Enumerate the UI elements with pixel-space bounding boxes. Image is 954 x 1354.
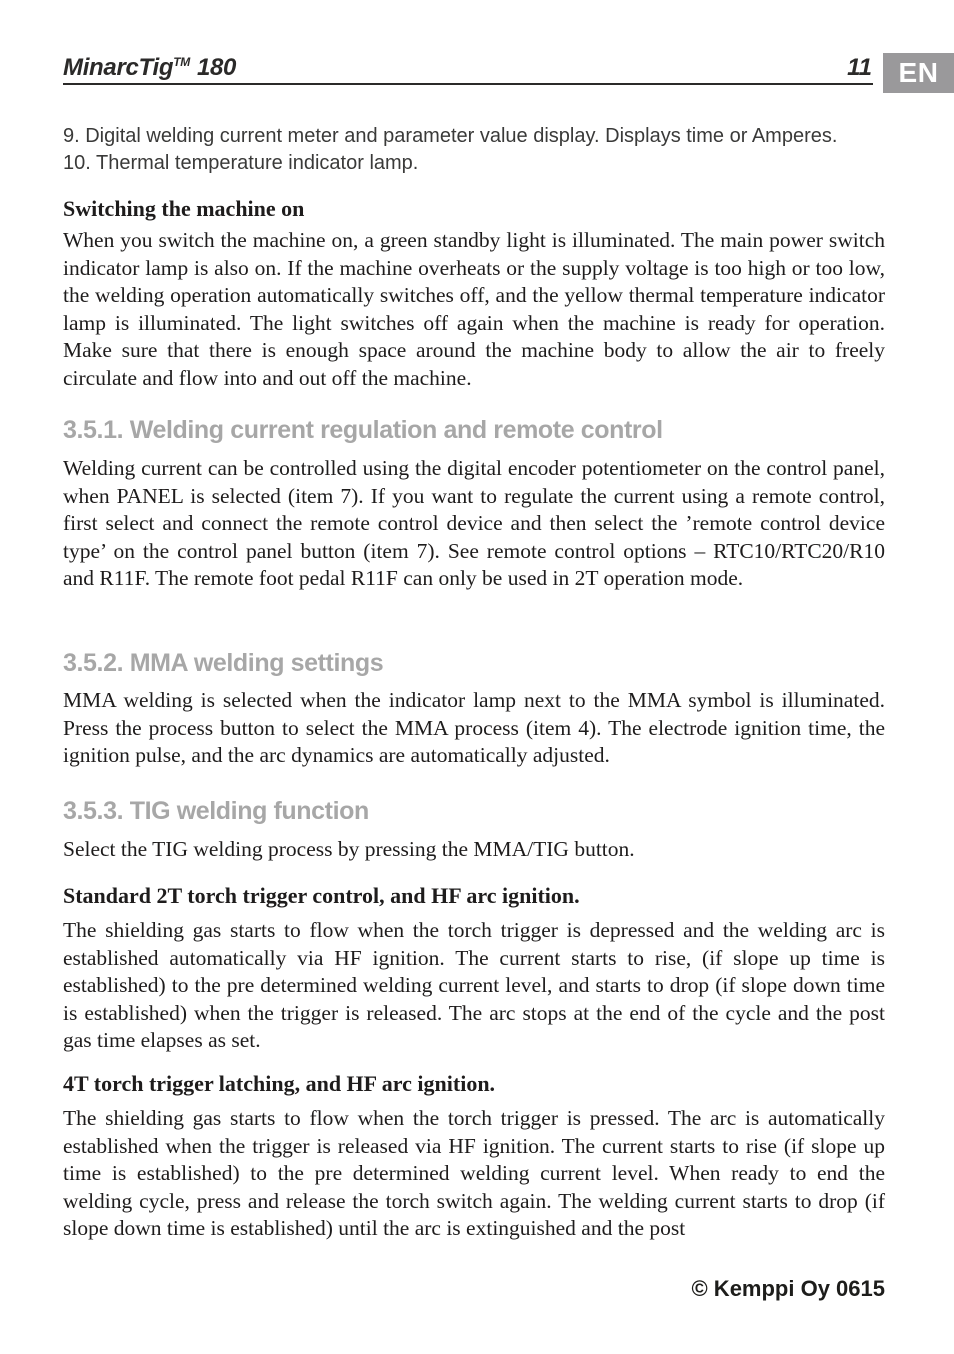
section-heading-3-5-1: 3.5.1. Welding current regulation and remote control [63,416,663,444]
section-paragraph-switching-machine-on: When you switch the machine on, a green standby light is illuminated. The main power switch indicator lamp is also on. If the machine overheats or the supply voltage is too high or too low, the welding operation automatically switches off, and the yellow thermal temperature indicator lamp is illuminated. The light switches off again when the machine is ready for operation. Make sure that there is enough space around the machine body to allow the air to freely circulate and flow into and out off the machine. [63,228,885,390]
header-rule [63,83,873,85]
section-heading-2t-trigger: Standard 2T torch trigger control, and HF arc ignition. [63,883,580,908]
section-heading-3-5-3: 3.5.3. TIG welding function [63,797,369,825]
section-paragraph-3-5-3: Select the TIG welding process by pressing the MMA/TIG button. [63,837,635,861]
section-heading-switching-machine-on: Switching the machine on [63,196,305,221]
parts-list [63,123,893,177]
section-heading-3-5-2: 3.5.2. MMA welding settings [63,649,384,677]
trademark-superscript: TM [173,55,190,69]
document-title [63,54,236,82]
parts-list-item: 9. Digital welding current meter and parameter value display. Displays time or Amperes. [63,125,838,147]
section-paragraph-2t-trigger: The shielding gas starts to flow when the torch trigger is depressed and the welding arc is established automatically via HF ignition. The current starts to rise, (if slope up time is established) to the pre determined welding current level, and starts to drop (if slope down time is established) when the trigger is released. The arc stops at the end of the cycle and the post gas time elapses as set. [63,918,885,1052]
page-number: 11 [847,54,872,81]
footer-copyright: © Kemppi Oy 0615 [691,1276,885,1301]
section-heading-4t-trigger: 4T torch trigger latching, and HF arc ignition. [63,1071,496,1096]
document-model: 180 [196,54,237,81]
section-paragraph-3-5-2: MMA welding is selected when the indicator lamp next to the MMA symbol is illuminated. Press the process button to select the MMA process (item 4). The electrode ignition time, the ignition pulse, and the arc dynamics are automatically adjusted. [63,688,885,767]
document-title-text: MinarcTig [63,54,174,81]
parts-list-item: 10. Thermal temperature indicator lamp. [63,152,419,174]
section-paragraph-3-5-1: Welding current can be controlled using the digital encoder potentiometer on the control panel, when PANEL is selected (item 7). If you want to regulate the current using a remote control, first select and connect the remote control device and then select the ’remote control device type’ on the control panel button (item 7). See remote control options – RTC10/RTC20/R10 and R11F. The remote foot pedal R11F can only be used in 2T operation mode. [63,456,885,590]
language-badge: EN [883,53,954,93]
section-paragraph-4t-trigger: The shielding gas starts to flow when the torch trigger is pressed. The arc is automatically established when the trigger is released via HF ignition. The current starts to rise (if slope up time is established) to the pre determined welding current level. When ready to end the welding cycle, press and release the torch switch again. The welding current starts to drop (if slope down time is established) until the arc is extinguished and the post [63,1106,885,1240]
